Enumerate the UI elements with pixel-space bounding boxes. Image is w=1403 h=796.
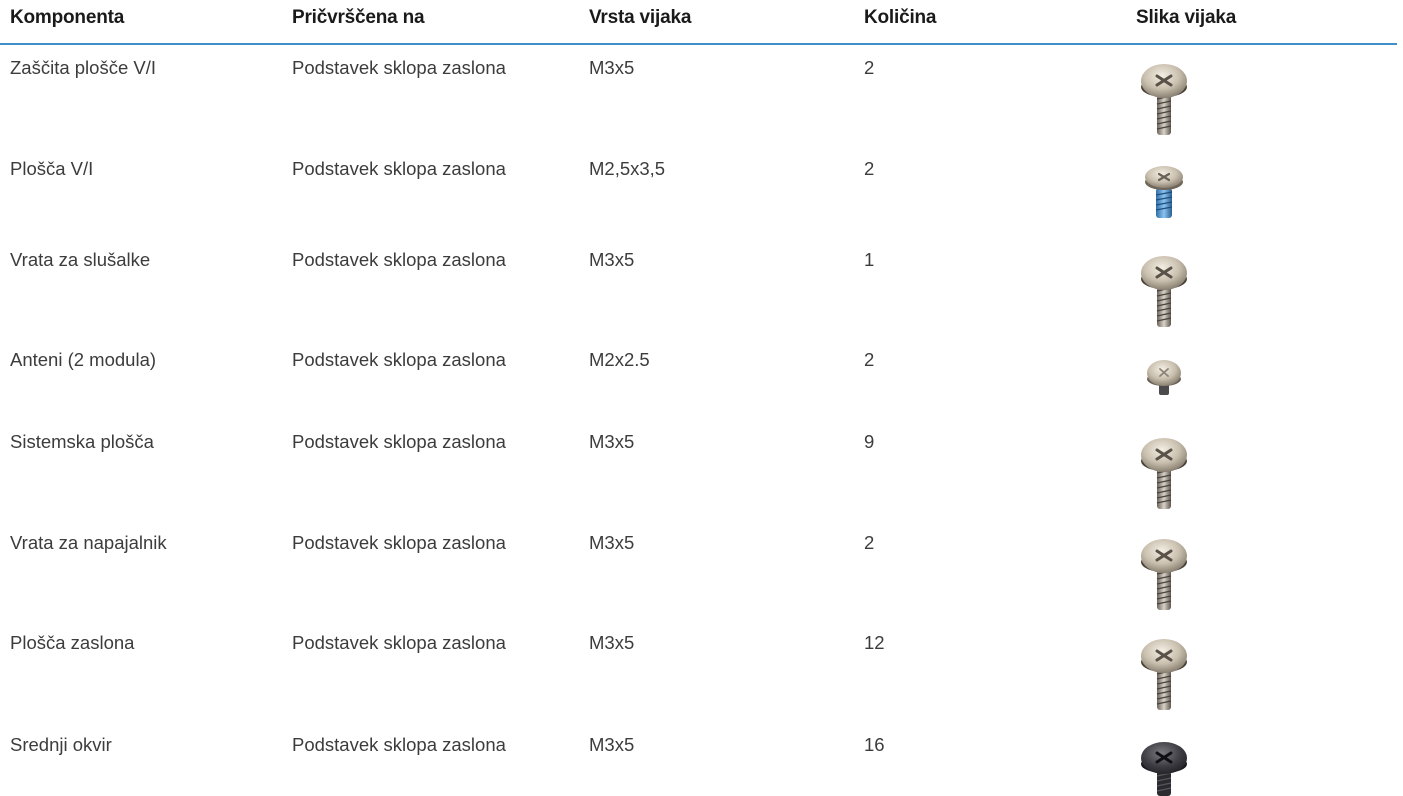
screw-black-icon [1140, 738, 1188, 796]
table-header [0, 0, 1397, 45]
cell-screw-type: M3x5 [589, 532, 635, 553]
cell-component: Sistemska plošča [10, 431, 154, 452]
screw-silver-small-icon [1146, 357, 1182, 397]
screw-silver-long-icon [1140, 253, 1188, 329]
cell-component: Vrata za slušalke [10, 249, 151, 270]
cell-attached-to: Podstavek sklopa zaslona [292, 349, 506, 370]
screw-silver-long-icon [1140, 636, 1188, 712]
cell-component: Zaščita plošče V/I [10, 57, 157, 78]
cell-component: Plošča zaslona [10, 632, 135, 653]
header-quantity: Količina [864, 7, 937, 28]
screw-silver-long-icon [1140, 536, 1188, 612]
cell-screw-type: M2,5x3,5 [589, 158, 666, 179]
cell-screw-type: M3x5 [589, 632, 635, 653]
header-attached-to: Pričvrščena na [292, 7, 425, 28]
cell-screw-type: M3x5 [589, 734, 635, 755]
header-screw-image: Slika vijaka [1136, 7, 1237, 28]
cell-attached-to: Podstavek sklopa zaslona [292, 632, 506, 653]
cell-attached-to: Podstavek sklopa zaslona [292, 57, 506, 78]
cell-quantity: 2 [864, 532, 875, 553]
cell-quantity: 2 [864, 158, 875, 179]
cell-quantity: 1 [864, 249, 875, 270]
cell-component: Vrata za napajalnik [10, 532, 167, 553]
cell-quantity: 16 [864, 734, 885, 755]
cell-component: Plošča V/I [10, 158, 94, 179]
cell-screw-type: M3x5 [589, 431, 635, 452]
cell-quantity: 2 [864, 349, 875, 370]
cell-quantity: 9 [864, 431, 875, 452]
cell-attached-to: Podstavek sklopa zaslona [292, 249, 506, 270]
cell-quantity: 12 [864, 632, 885, 653]
cell-screw-type: M3x5 [589, 249, 635, 270]
header-screw-type: Vrsta vijaka [589, 7, 692, 28]
screw-silver-long-icon [1140, 435, 1188, 511]
cell-attached-to: Podstavek sklopa zaslona [292, 431, 506, 452]
cell-component: Anteni (2 modula) [10, 349, 157, 370]
cell-attached-to: Podstavek sklopa zaslona [292, 734, 506, 755]
cell-component: Srednji okvir [10, 734, 112, 755]
cell-attached-to: Podstavek sklopa zaslona [292, 532, 506, 553]
header-component: Komponenta [10, 7, 125, 28]
cell-quantity: 2 [864, 57, 875, 78]
screw-silver-blue-thread-icon [1144, 164, 1184, 220]
cell-attached-to: Podstavek sklopa zaslona [292, 158, 506, 179]
cell-screw-type: M2x2.5 [589, 349, 650, 370]
screw-silver-long-icon [1140, 61, 1188, 137]
cell-screw-type: M3x5 [589, 57, 635, 78]
